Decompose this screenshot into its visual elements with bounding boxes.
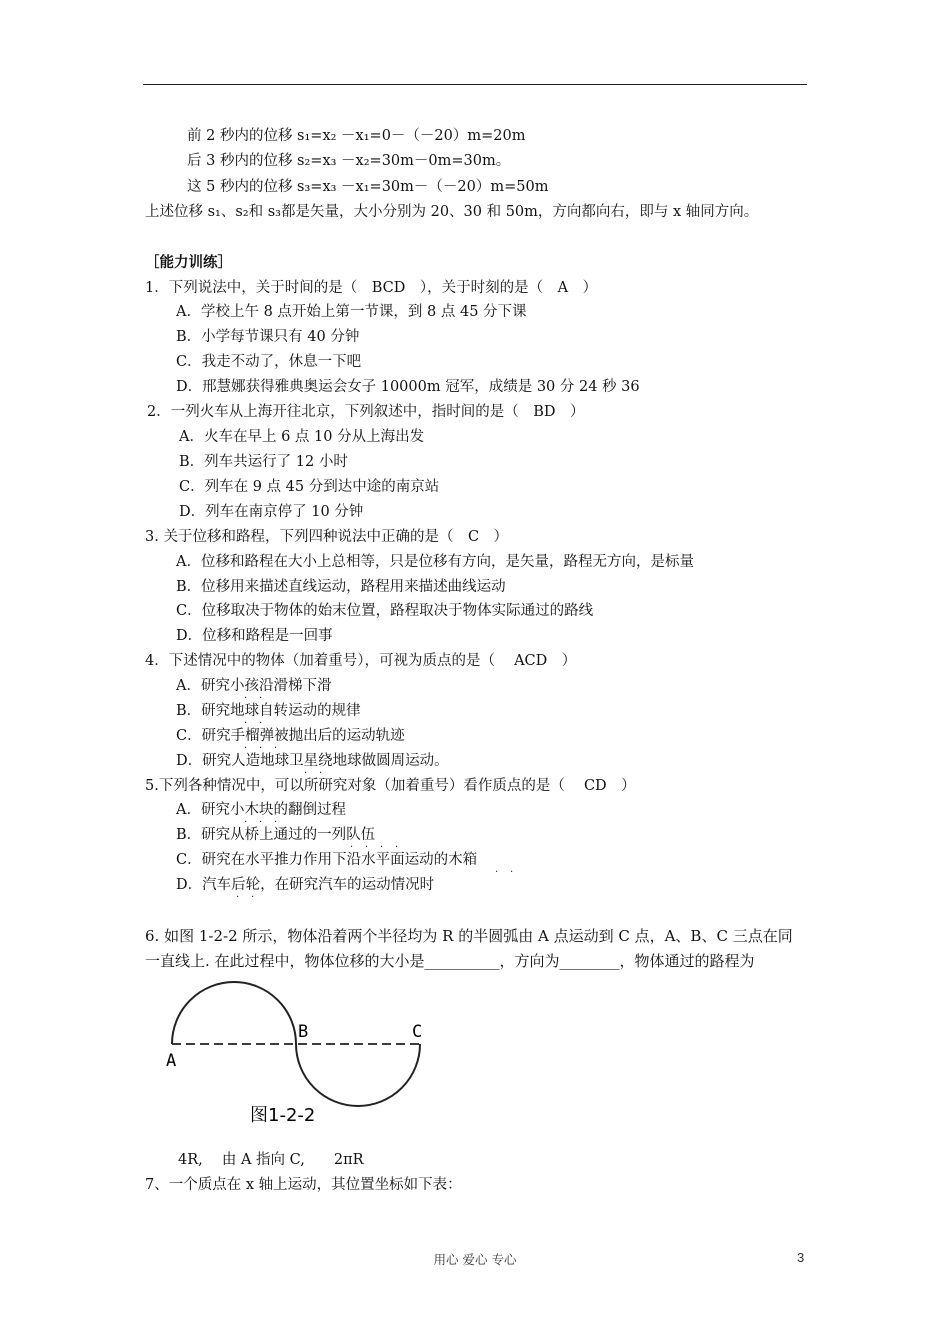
q2-stem: 2．一列火车从上海开往北京，下列叙述中，指时间的是（ BD ） [147,404,585,420]
q6-answer: 4R, 由 A 指向 C, 2πR [178,1152,364,1168]
q5-option-c: C．研究在水平推力作用下沿水平面运动的木箱 [176,852,478,868]
intro-line-3: 这 5 秒内的位移 s₃=x₃ －x₁=30m－（－20）m=50m [187,179,549,195]
q5-option-d: D．汽车后轮，在研究汽车的运动情况时 [176,877,435,893]
q3-stem: 3. 关于位移和路程，下列四种说法中正确的是（ C ） [145,529,509,545]
q7-stem: 7、一个质点在 x 轴上运动，其位置坐标如下表： [145,1177,462,1193]
q4-option-a: A．研究小孩沿滑梯下滑 [176,678,332,694]
label-b: B [298,1022,309,1042]
q1-option-b: B．小学每节课只有 40 分钟 [176,329,360,345]
q2-option-d: D．列车在南京停了 10 分钟 [179,504,364,520]
q1-option-a: A．学校上午 8 点开始上第一节课，到 8 点 45 分下课 [176,304,527,320]
label-a: A [166,1051,177,1071]
q5-option-a: A．研究小木块的翻倒过程 [176,802,346,818]
page-number: 3 [797,1250,805,1265]
q4-stem: 4．下述情况中的物体（加着重号），可视为质点的是（ ACD ） [145,653,577,669]
intro-line-2: 后 3 秒内的位移 s₂=x₃ －x₂=30m－0m=30m。 [187,153,511,169]
q4-option-b: B．研究地球自转运动的规律 [176,703,361,719]
q5-option-b: B．研究从桥上通过的一列队伍 [176,827,376,843]
q1-option-c: C．我走不动了，休息一下吧 [176,354,362,370]
q3-option-c: C．位移取决于物体的始末位置，路程取决于物体实际通过的路线 [176,603,594,619]
q3-option-d: D．位移和路程是一回事 [176,628,333,644]
q1-stem: 1．下列说法中，关于时间的是（ BCD ），关于时刻的是（ A ） [145,280,598,296]
q6-line-2: 一直线上. 在此过程中，物体位移的大小是__________，方向为________，物体通过的路程为 [145,952,755,970]
lower-semicircle [296,1044,420,1106]
figure-caption: 图1-2-2 [250,1105,316,1126]
q3-option-b: B．位移用来描述直线运动，路程用来描述曲线运动 [176,579,506,595]
section-title: ［能力训练］ [145,254,232,271]
q2-option-c: C．列车在 9 点 45 分到达中途的南京站 [179,479,440,495]
q2-option-b: B．列车共运行了 12 小时 [179,454,348,470]
label-c: C [412,1022,423,1042]
q3-option-a: A．位移和路程在大小上总相等，只是位移有方向，是矢量，路程无方向，是标量 [176,554,694,570]
q6-line-1: 6. 如图 1-2-2 所示，物体沿着两个半径均为 R 的半圆弧由 A 点运动到 C 点，A、B、C 三点在同 [145,927,793,945]
figure-semicircle-path [150,980,450,1130]
header-rule [143,84,807,85]
q1-option-d: D．邢慧娜获得雅典奥运会女子 10000m 冠军，成绩是 30 分 24 秒 36 [176,379,640,395]
q5-stem: 5.下列各种情况中，可以所研究对象（加着重号）看作质点的是（ CD ） [145,778,636,794]
intro-line-1: 前 2 秒内的位移 s₁=x₂ －x₁=0－（－20）m=20m [187,128,526,144]
intro-line-4: 上述位移 s₁、s₂和 s₃都是矢量，大小分别为 20、30 和 50m，方向都向右，即与 x 轴同方向。 [145,204,759,220]
q4-option-d: D．研究人造地球卫星绕地球做圆周运动。 [176,753,449,769]
upper-semicircle [172,982,296,1044]
q2-option-a: A．火车在早上 6 点 10 分从上海出发 [179,429,425,445]
q4-option-c: C．研究手榴弹被抛出后的运动轨迹 [176,728,405,744]
page-footer: 用心 爱心 专心 [433,1252,517,1267]
